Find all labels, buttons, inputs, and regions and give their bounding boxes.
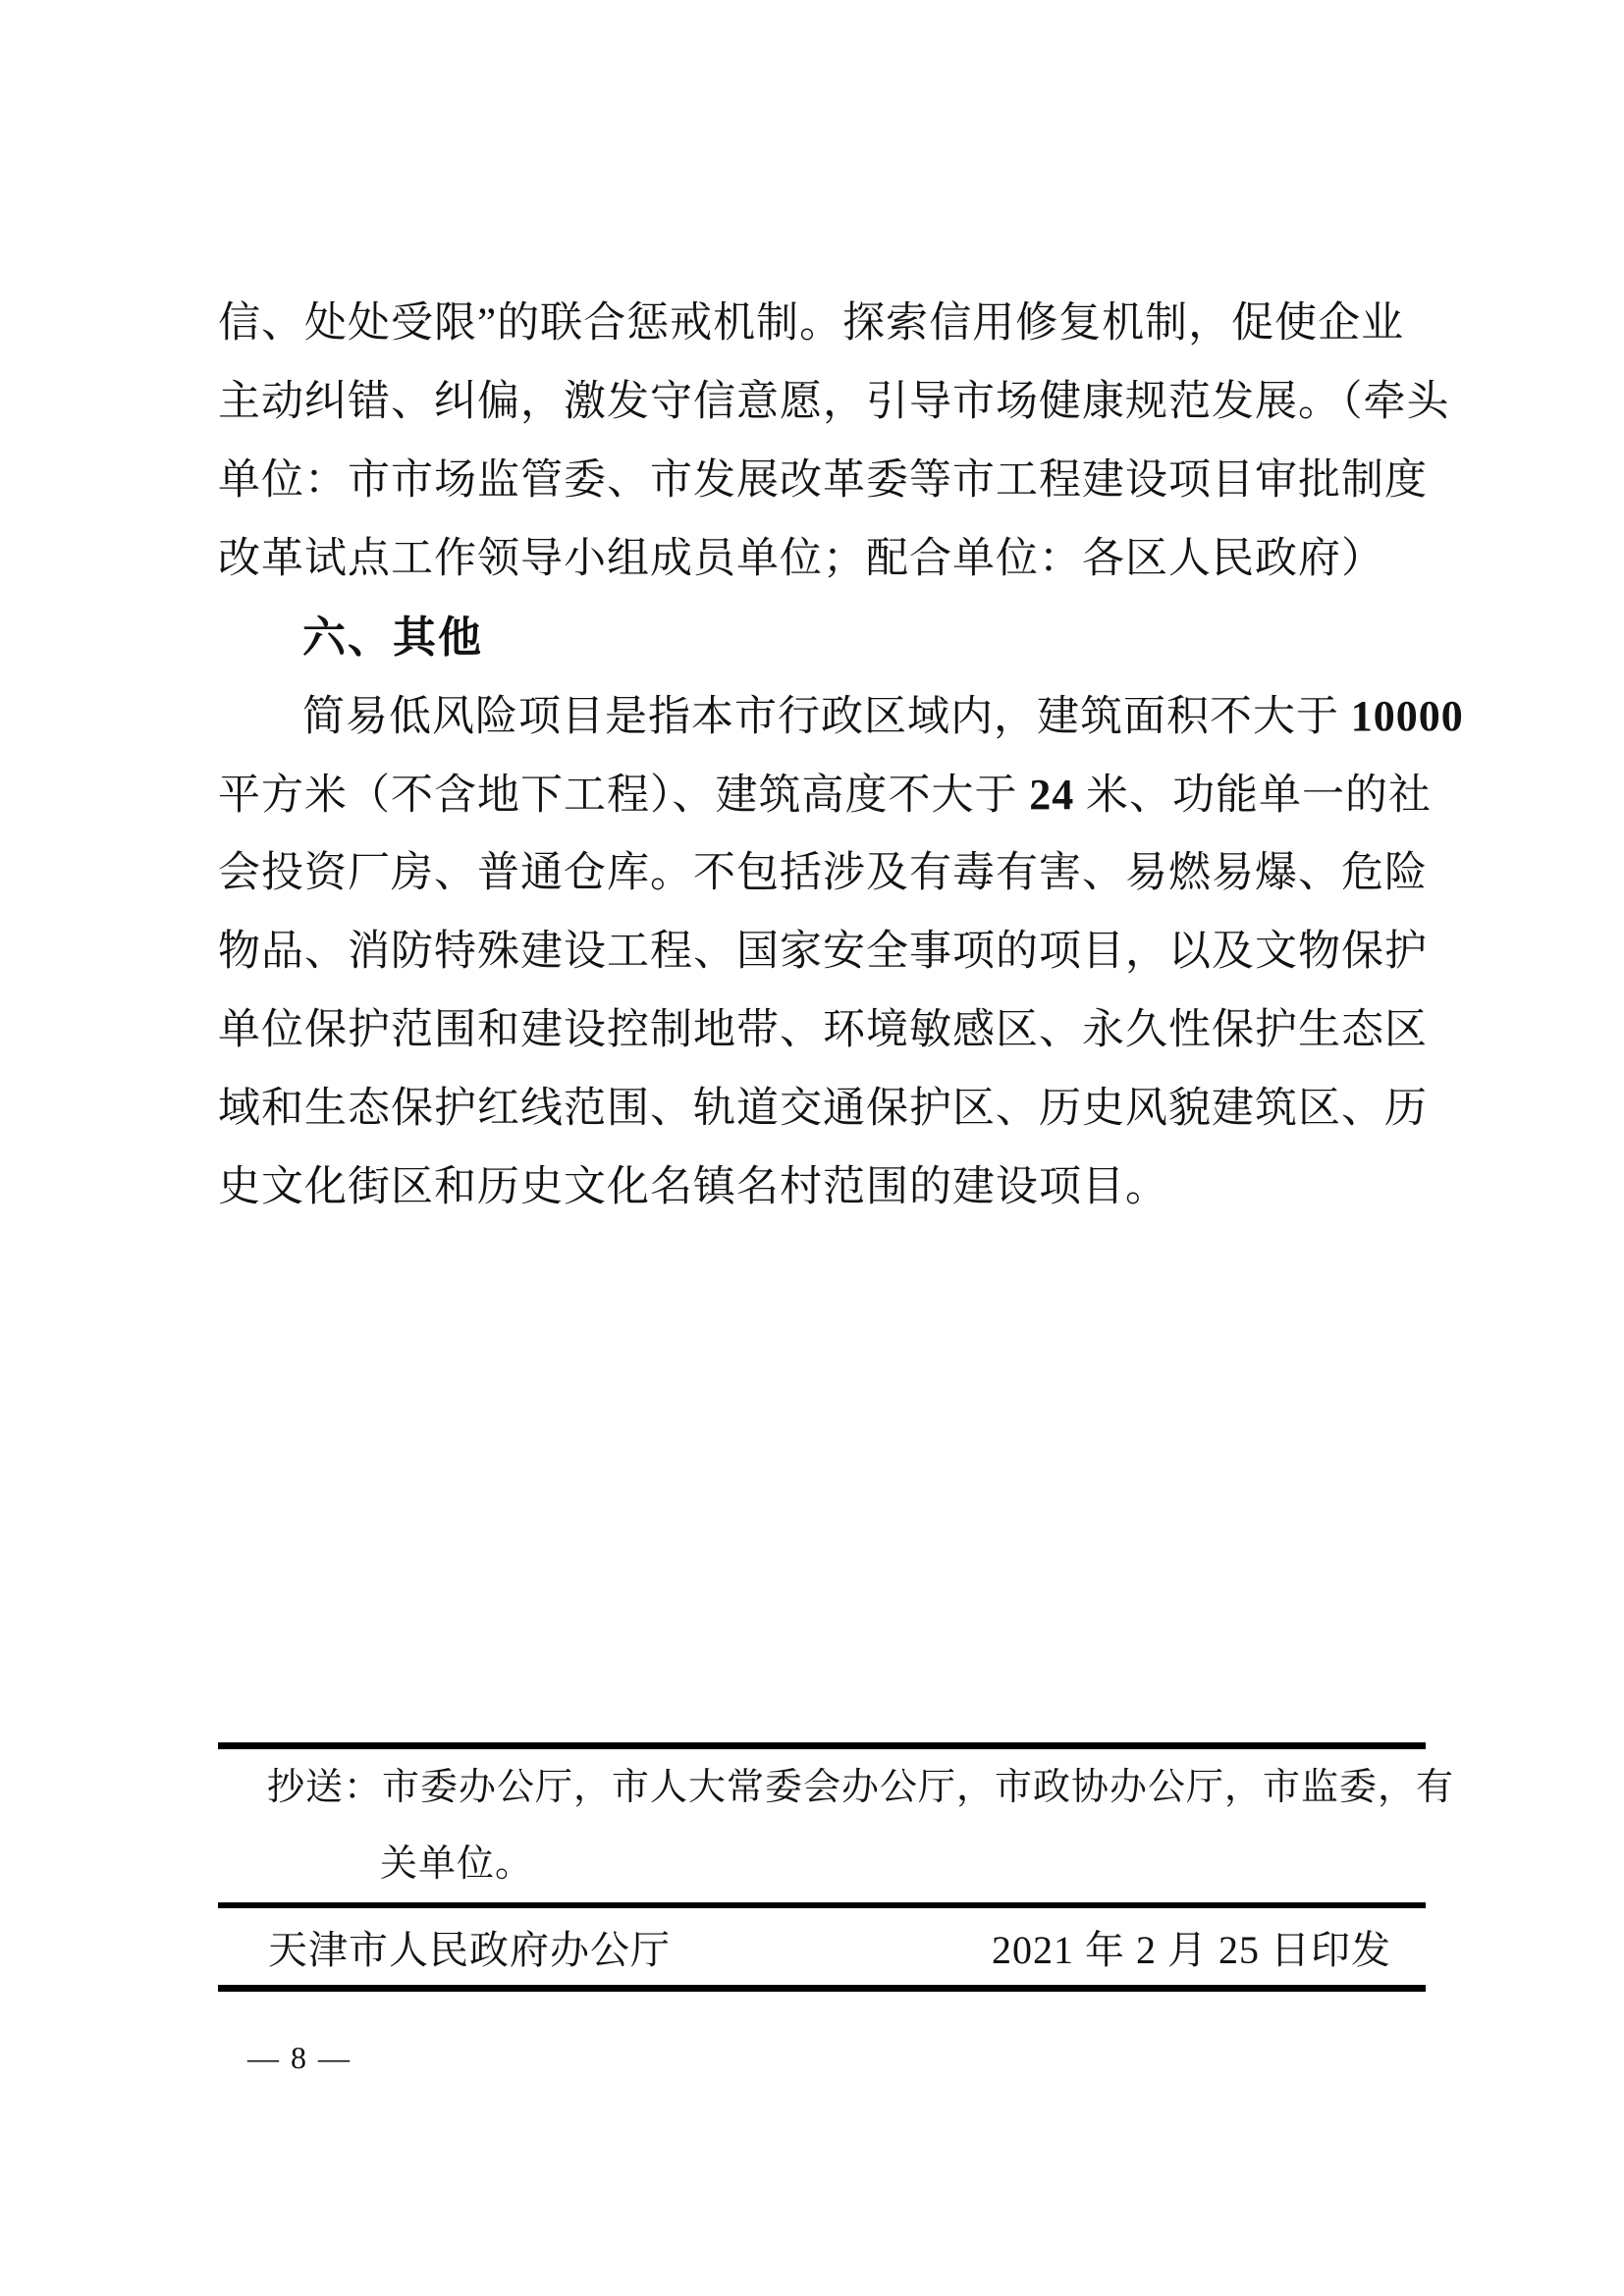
text-run: 史文化街区和历史文化名镇名村范围的建设项目。 [218, 1164, 1168, 1210]
body-line [218, 442, 1426, 520]
copy-to-line-1: 抄送：市委办公厅，市人大常委会办公厅，市政协办公厅，市监委，有 [267, 1767, 1455, 1808]
text-run: 米、功能单一的社 [1074, 773, 1432, 819]
text-run: 单位保护范围和建设控制地带、环境敏感区、永久性保护生态区 [218, 1007, 1428, 1053]
body-line [218, 913, 1426, 991]
issuer-row [218, 1908, 1426, 1985]
text-run: 信、处处受限”的联合惩戒机制。探索信用修复机制，促使企业 [218, 300, 1405, 347]
text-run: 单位：市市场监管委、市发展改革委等市工程建设项目审批制度 [218, 457, 1428, 504]
text-run: 物品、消防特殊建设工程、国家安全事项的项目，以及文物保护 [218, 929, 1428, 975]
body-text [218, 285, 1464, 1227]
text-run: 简易低风险项目是指本市行政区域内，建筑面积不大于 [302, 694, 1351, 740]
print-date: 2021 年 2 月 25 日印发 [992, 1927, 1391, 1972]
body-line [218, 677, 1464, 756]
body-line [218, 756, 1432, 834]
copy-to-line-2: 关单位。 [380, 1843, 534, 1885]
text-run: 改革试点工作领导小组成员单位；配合单位：各区人民政府） [218, 536, 1384, 582]
text-run: 域和生态保护红线范围、轨道交通保护区、历史风貌建筑区、历 [218, 1086, 1428, 1132]
separator-line-bottom [218, 1985, 1426, 1992]
bold-number: 10000 [1350, 692, 1464, 740]
body-line [218, 520, 1426, 599]
copy-to-block [218, 1749, 1455, 1902]
section-heading [218, 599, 1426, 677]
separator-line-top [218, 1742, 1426, 1749]
body-line [218, 991, 1426, 1070]
body-line [218, 285, 1426, 363]
text-run: 主动纠错、纠偏，激发守信意愿，引导市场健康规范发展。（牵头 [218, 379, 1450, 425]
issuing-office: 天津市人民政府办公厅 [268, 1927, 671, 1972]
text-run: 六、其他 [302, 614, 483, 662]
page-number: — 8 — [247, 2040, 352, 2075]
text-run: 会投资厂房、普通仓库。不包括涉及有毒有害、易燃易爆、危险 [218, 850, 1428, 896]
body-line [218, 834, 1426, 913]
bold-number: 24 [1029, 771, 1075, 819]
body-line [218, 1148, 1426, 1227]
text-run: 平方米（不含地下工程）、建筑高度不大于 [218, 773, 1030, 819]
body-line [218, 1070, 1426, 1148]
body-line [218, 363, 1450, 442]
